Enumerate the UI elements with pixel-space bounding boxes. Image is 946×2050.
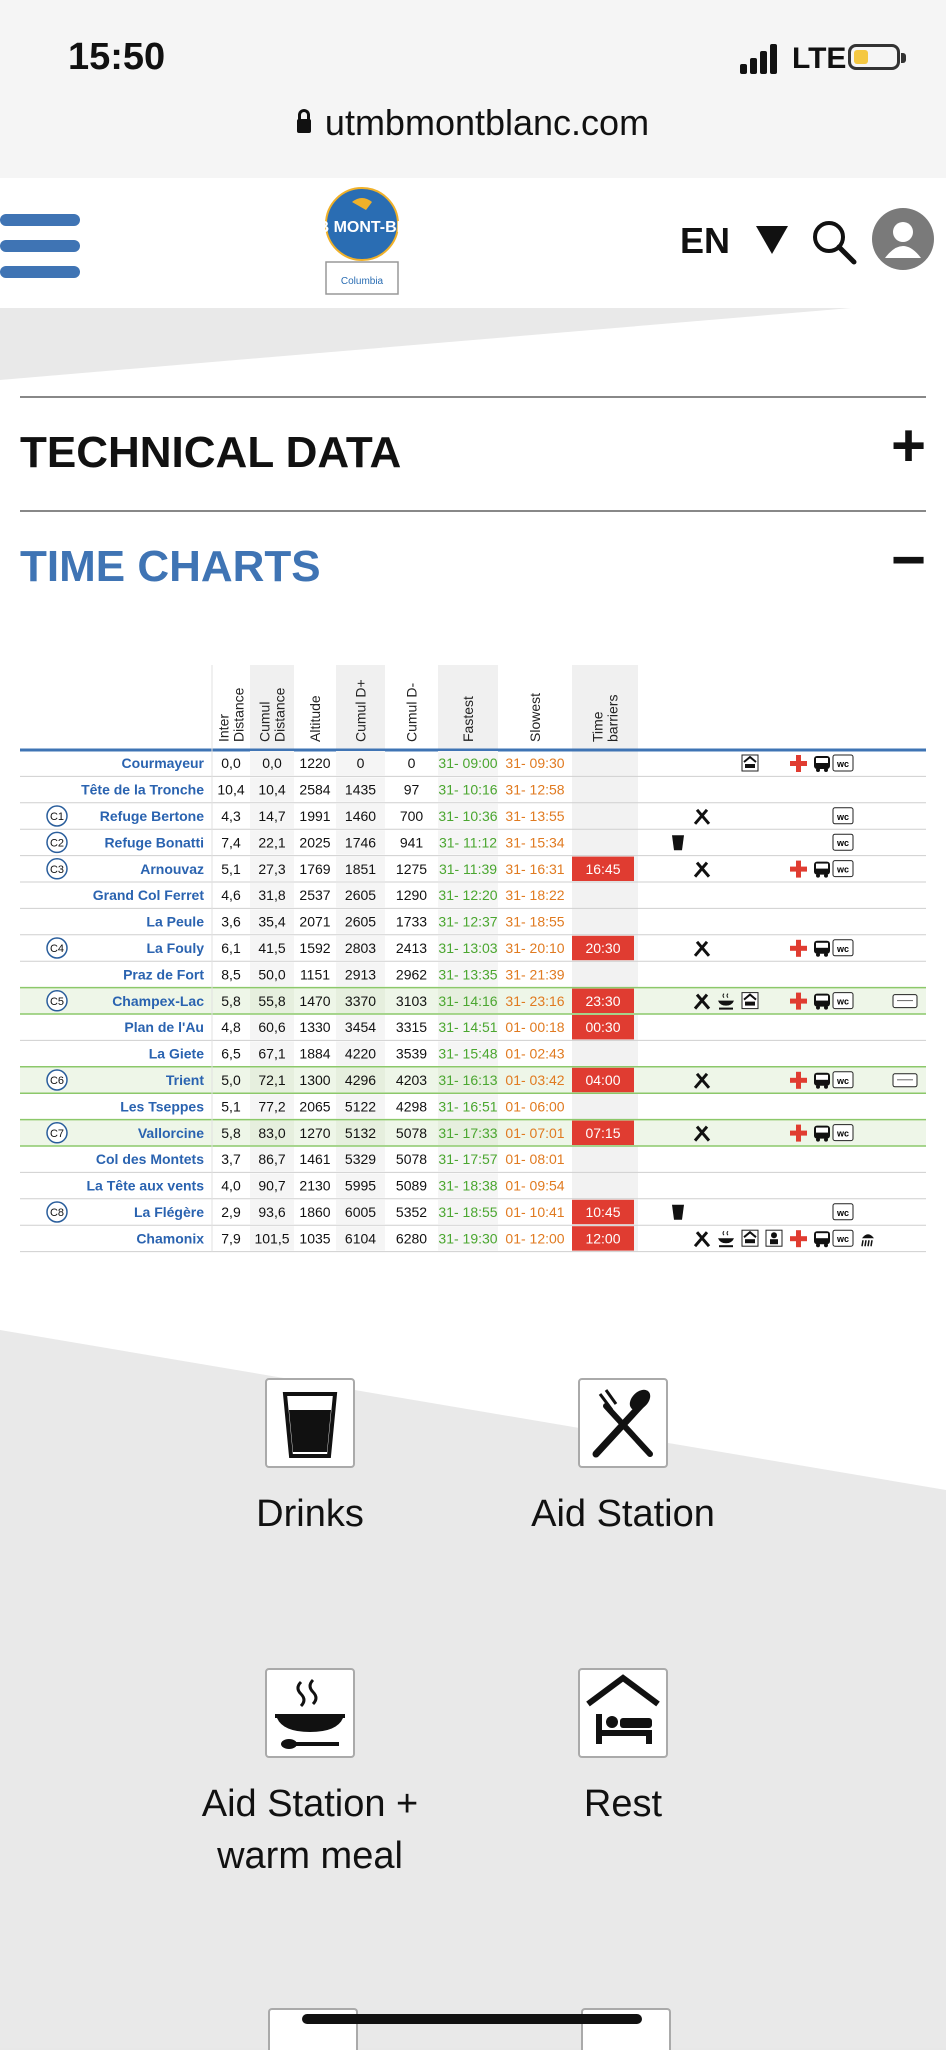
cell-value: 5,8 — [221, 992, 241, 1009]
cell-value: 67,1 — [258, 1045, 286, 1062]
slowest-time: 31- 18:22 — [505, 887, 565, 904]
slowest-time: 31- 15:34 — [505, 834, 565, 851]
address-bar[interactable] — [0, 102, 946, 144]
search-icon[interactable] — [810, 218, 858, 266]
time-barrier: 23:30 — [585, 992, 621, 1009]
time-barrier: 10:45 — [585, 1204, 621, 1220]
svg-text:wc: wc — [836, 943, 850, 954]
slowest-time: 31- 12:58 — [505, 781, 565, 798]
cell-value: 1330 — [299, 1019, 331, 1036]
cell-value: 2,9 — [221, 1204, 241, 1220]
svg-text:barriers: barriers — [604, 694, 621, 742]
checkpoint-name: Trient — [165, 1072, 204, 1088]
fastest-time: 31- 11:12 — [438, 834, 498, 851]
slowest-time: 01- 02:43 — [505, 1045, 565, 1062]
home-indicator[interactable] — [302, 2014, 642, 2024]
slowest-time: 01- 07:01 — [505, 1124, 565, 1141]
checkpoint-badge: C7 — [49, 1127, 65, 1140]
checkpoint-badge: C4 — [49, 943, 65, 955]
table-row — [20, 857, 926, 882]
cell-value: 31,8 — [258, 887, 286, 904]
aid-icon — [695, 863, 709, 877]
cell-value: 5,1 — [221, 860, 241, 877]
cell-value: 55,8 — [258, 992, 286, 1009]
column-header — [460, 696, 476, 742]
svg-text:wc: wc — [836, 1128, 850, 1139]
table-row — [20, 751, 926, 776]
column-header — [216, 687, 247, 742]
wc-icon — [833, 1072, 853, 1088]
wc-icon — [833, 755, 853, 771]
checkpoint-name: Champex-Lac — [112, 992, 204, 1009]
checkpoint-name: Vallorcine — [137, 1124, 204, 1141]
cell-value: 1220 — [299, 755, 331, 772]
wc-icon — [833, 940, 853, 956]
cell-value: 7,4 — [221, 834, 241, 851]
table-row — [20, 1015, 926, 1040]
fastest-time: 31- 11:39 — [438, 860, 498, 877]
cell-value: 97 — [403, 781, 420, 798]
cell-value: 4,0 — [221, 1177, 241, 1194]
checkpoint-name: La Giete — [148, 1045, 204, 1062]
cell-value: 5,0 — [221, 1072, 241, 1088]
legend-warm-meal — [160, 1668, 460, 1882]
svg-text:Distance: Distance — [271, 687, 288, 742]
checkpoint-badge: C5 — [49, 995, 65, 1008]
fastest-time: 31- 16:13 — [438, 1072, 498, 1088]
cell-value: 1860 — [299, 1204, 331, 1220]
fastest-time: 31- 19:30 — [438, 1230, 498, 1247]
first-aid-icon — [790, 861, 807, 878]
wc-icon — [833, 834, 853, 850]
time-chart-svg — [20, 665, 926, 1255]
table-row — [20, 1041, 926, 1066]
cell-value: 10,4 — [217, 781, 245, 798]
checkpoint-name: La Peule — [146, 913, 204, 930]
cell-value: 0 — [356, 755, 365, 772]
slowest-time: 31- 16:31 — [505, 860, 565, 877]
checkpoint-name: Col des Montets — [95, 1151, 204, 1168]
svg-text:Time: Time — [589, 711, 606, 742]
svg-text:wc: wc — [836, 811, 850, 822]
cell-value: 86,7 — [258, 1151, 286, 1168]
svg-text:Distance: Distance — [230, 687, 247, 742]
cell-value: 4298 — [395, 1098, 428, 1115]
logo-text: UTMB MONT-BLANC — [282, 219, 442, 236]
svg-text:wc: wc — [836, 1234, 850, 1245]
slowest-time: 01- 00:18 — [505, 1019, 565, 1036]
fastest-time: 31- 09:00 — [438, 755, 498, 772]
time-charts-section[interactable] — [20, 510, 926, 624]
slowest-time: 01- 12:00 — [505, 1230, 565, 1247]
checkpoint-name: Praz de Fort — [123, 966, 204, 983]
bus-icon — [814, 756, 830, 772]
cell-value: 2065 — [299, 1098, 331, 1115]
cell-value: 2025 — [299, 834, 331, 851]
fastest-time: 31- 18:38 — [438, 1177, 498, 1194]
fastest-time: 31- 10:36 — [438, 808, 498, 824]
cell-value: 2413 — [395, 940, 428, 956]
cell-value: 1461 — [299, 1151, 331, 1168]
cell-value: 3103 — [395, 992, 428, 1009]
fastest-time: 31- 16:51 — [438, 1098, 498, 1115]
aid-station-icon — [578, 1378, 668, 1468]
drink-icon — [672, 1205, 684, 1220]
legend-drinks — [160, 1378, 460, 1540]
cell-value: 5,1 — [221, 1098, 241, 1115]
fastest-time: 31- 17:33 — [438, 1124, 498, 1141]
table-row — [20, 1120, 926, 1146]
legend-label: Rest — [583, 1783, 663, 1825]
time-barrier: 12:00 — [585, 1230, 621, 1247]
section-title: TIME CHARTS — [20, 542, 321, 591]
slowest-time: 31- 09:30 — [505, 755, 565, 772]
slowest-time: 01- 03:42 — [505, 1072, 565, 1088]
lock-icon — [297, 119, 311, 133]
cell-value: 6280 — [395, 1230, 428, 1247]
checkpoint-badge: C2 — [49, 837, 65, 850]
section-title: TECHNICAL DATA — [20, 428, 402, 477]
cell-value: 22,1 — [258, 834, 286, 851]
cell-value: 2962 — [395, 966, 428, 983]
utmb-logo[interactable] — [282, 188, 442, 296]
cell-value: 6104 — [344, 1230, 377, 1247]
time-chart-table — [20, 665, 926, 1255]
checkpoint-badge: C8 — [49, 1207, 65, 1219]
svg-text:Cumul D+: Cumul D+ — [352, 679, 369, 742]
fastest-time: 31- 12:37 — [438, 913, 498, 930]
legend-rest — [473, 1668, 773, 1830]
cell-value: 77,2 — [258, 1098, 286, 1115]
cell-value: 0,0 — [221, 755, 241, 772]
wc-icon — [833, 1230, 853, 1246]
svg-text:wc: wc — [836, 1075, 850, 1086]
rest-icon — [742, 993, 758, 1009]
table-row — [20, 962, 926, 987]
checkpoint-name: Arnouvaz — [140, 860, 204, 877]
logo-sponsor: Columbia — [340, 276, 384, 287]
cell-value: 5352 — [395, 1204, 428, 1220]
cell-value: 1769 — [299, 860, 331, 877]
checkpoint-name: Tête de la Tronche — [81, 781, 204, 798]
cell-value: 2584 — [299, 781, 331, 798]
cell-value: 3454 — [344, 1019, 377, 1036]
drink-icon — [672, 835, 684, 850]
cell-value: 1592 — [299, 940, 331, 956]
cell-value: 1470 — [299, 992, 331, 1009]
checkpoint-name: La Fouly — [146, 940, 204, 956]
fastest-time: 31- 14:51 — [438, 1019, 498, 1036]
checkpoint-name: Courmayeur — [121, 755, 204, 772]
cell-value: 2913 — [344, 966, 377, 983]
table-row — [20, 804, 926, 829]
svg-text:Inter: Inter — [215, 713, 232, 742]
time-barrier: 20:30 — [585, 940, 621, 956]
cell-value: 1435 — [344, 781, 377, 798]
cell-value: 3539 — [395, 1045, 428, 1062]
cell-value: 700 — [399, 808, 424, 824]
cell-value: 1991 — [299, 808, 331, 824]
cell-value: 1275 — [395, 860, 428, 877]
cell-value: 5089 — [395, 1177, 428, 1194]
menu-icon[interactable] — [0, 210, 82, 282]
fastest-time: 31- 17:57 — [438, 1151, 498, 1168]
cell-value: 101,5 — [254, 1230, 290, 1247]
aid-icon — [695, 942, 709, 956]
table-row — [20, 883, 926, 908]
checkpoint-name: Chamonix — [136, 1230, 204, 1247]
cell-value: 4203 — [395, 1072, 428, 1088]
cell-value: 4,8 — [221, 1019, 241, 1036]
cell-value: 2130 — [299, 1177, 331, 1194]
cell-value: 83,0 — [258, 1124, 286, 1141]
cell-value: 60,6 — [258, 1019, 286, 1036]
fastest-time: 31- 13:35 — [438, 966, 498, 983]
checkpoint-badge: C3 — [49, 863, 65, 876]
cell-value: 0 — [407, 755, 416, 772]
cellular-signal-icon — [740, 44, 780, 74]
bag-icon — [893, 1074, 917, 1087]
aid-icon — [695, 810, 709, 824]
cell-value: 14,7 — [258, 808, 286, 824]
expand-icon[interactable]: + — [890, 412, 926, 479]
cell-value: 6,1 — [221, 940, 241, 956]
cell-value: 3,6 — [221, 913, 241, 930]
column-header — [307, 695, 323, 742]
wc-icon — [833, 808, 853, 824]
slowest-time: 31- 23:16 — [505, 992, 565, 1009]
wc-icon — [833, 861, 853, 877]
slowest-time: 01- 09:54 — [505, 1177, 565, 1194]
meal-icon — [718, 1231, 734, 1246]
cell-value: 90,7 — [258, 1177, 286, 1194]
cell-value: 4220 — [344, 1045, 377, 1062]
cell-value: 1884 — [299, 1045, 331, 1062]
table-row — [20, 830, 926, 855]
checkpoint-name: Grand Col Ferret — [92, 887, 204, 904]
time-barrier: 04:00 — [585, 1072, 621, 1088]
cell-value: 1270 — [299, 1124, 331, 1141]
cell-value: 10,4 — [258, 781, 286, 798]
bus-icon — [814, 1231, 830, 1247]
cell-value: 7,9 — [221, 1230, 241, 1247]
user-icon — [872, 208, 934, 270]
wc-icon — [833, 1125, 853, 1141]
slowest-time: 01- 08:01 — [505, 1151, 565, 1168]
table-row — [20, 909, 926, 934]
checkpoint-name: Plan de l'Au — [124, 1019, 204, 1036]
slowest-time: 31- 18:55 — [505, 913, 565, 930]
cell-value: 5,8 — [221, 1124, 241, 1141]
rest-icon — [742, 755, 758, 771]
svg-text:Fastest: Fastest — [460, 696, 476, 742]
svg-text:wc: wc — [836, 996, 850, 1007]
bus-icon — [814, 941, 830, 957]
slowest-time: 01- 06:00 — [505, 1098, 565, 1115]
fastest-time: 31- 10:16 — [438, 781, 498, 798]
cell-value: 4,6 — [221, 887, 241, 904]
fastest-time: 31- 18:55 — [438, 1204, 498, 1220]
time-barrier: 00:30 — [585, 1019, 621, 1036]
checkpoint-name: Les Tseppes — [120, 1098, 204, 1115]
checkpoint-name: Refuge Bonatti — [104, 834, 204, 851]
table-row — [20, 1200, 926, 1225]
cell-value: 1460 — [344, 808, 377, 824]
table-row — [20, 1226, 926, 1251]
svg-text:Slowest: Slowest — [527, 692, 543, 742]
cell-value: 4296 — [344, 1072, 377, 1088]
fastest-time: 31- 15:48 — [438, 1045, 498, 1062]
site-header — [0, 178, 946, 308]
cell-value: 2803 — [344, 940, 377, 956]
cell-value: 1851 — [344, 860, 377, 877]
time-barrier: 07:15 — [585, 1124, 621, 1141]
cell-value: 5122 — [344, 1098, 377, 1115]
table-row — [20, 1094, 926, 1119]
column-header — [404, 683, 420, 742]
cell-value: 1746 — [344, 834, 377, 851]
warm-meal-icon — [265, 1668, 355, 1758]
first-aid-icon — [790, 1230, 807, 1247]
status-bar — [0, 0, 946, 179]
time-barrier: 16:45 — [585, 860, 621, 877]
cell-value: 50,0 — [258, 966, 286, 983]
cell-value: 1290 — [395, 887, 428, 904]
cell-value: 6,5 — [221, 1045, 241, 1062]
table-row — [20, 1147, 926, 1172]
table-row — [20, 936, 926, 961]
cell-value: 5132 — [344, 1124, 377, 1141]
table-row — [20, 1067, 926, 1093]
cell-value: 1733 — [395, 913, 428, 930]
cell-value: 5329 — [344, 1151, 377, 1168]
cell-value: 0,0 — [262, 755, 282, 772]
column-header — [353, 679, 369, 742]
legend-aid-station — [473, 1378, 773, 1540]
legend-label: Aid Station — [531, 1493, 715, 1535]
slowest-time: 01- 10:41 — [505, 1204, 565, 1220]
cell-value: 941 — [399, 834, 424, 851]
user-avatar[interactable] — [872, 208, 934, 270]
bus-icon — [814, 862, 830, 878]
checkpoint-name: La Flégère — [133, 1204, 204, 1220]
drinks-icon — [265, 1378, 355, 1468]
svg-text:wc: wc — [836, 864, 850, 875]
rest-icon — [578, 1668, 668, 1758]
technical-data-section[interactable] — [20, 396, 926, 510]
table-row — [20, 777, 926, 802]
column-header — [527, 693, 543, 742]
cell-value: 4,3 — [221, 808, 241, 824]
svg-text:wc: wc — [836, 838, 850, 849]
cell-value: 5078 — [395, 1151, 428, 1168]
svg-text:Cumul: Cumul — [256, 701, 273, 742]
cell-value: 93,6 — [258, 1204, 286, 1220]
cell-value: 35,4 — [258, 913, 286, 930]
slowest-time: 31- 20:10 — [505, 940, 565, 956]
wc-icon — [833, 993, 853, 1009]
chevron-down-icon[interactable] — [756, 226, 788, 254]
wc-icon — [833, 1204, 853, 1220]
checkpoint-name: Refuge Bertone — [99, 808, 204, 824]
cell-value: 2537 — [299, 887, 331, 904]
first-aid-icon — [790, 755, 807, 772]
rest2-icon — [766, 1230, 782, 1246]
slowest-time: 31- 13:55 — [505, 808, 565, 824]
svg-text:Cumul D-: Cumul D- — [403, 682, 420, 742]
legend-label: Drinks — [256, 1493, 364, 1535]
cell-value: 3315 — [395, 1019, 428, 1036]
cell-value: 6005 — [344, 1204, 377, 1220]
url-text: utmbmontblanc.com — [324, 102, 650, 143]
cell-value: 5078 — [395, 1124, 428, 1141]
svg-text:wc: wc — [836, 759, 850, 769]
fastest-time: 31- 14:16 — [438, 992, 498, 1009]
shower-icon — [862, 1234, 874, 1246]
cell-value: 2605 — [344, 887, 377, 904]
cell-value: 8,5 — [221, 966, 241, 983]
network-type: LTE — [792, 42, 847, 75]
cell-value: 27,3 — [258, 860, 286, 877]
table-row — [20, 988, 926, 1014]
first-aid-icon — [790, 940, 807, 957]
legend-label: Aid Station + warm meal — [201, 1783, 419, 1877]
collapse-icon[interactable]: − — [890, 526, 926, 593]
bag-icon — [893, 995, 917, 1008]
table-row — [20, 1173, 926, 1198]
svg-text:wc: wc — [836, 1207, 850, 1218]
cell-value: 3,7 — [221, 1151, 241, 1168]
checkpoint-name: La Tête aux vents — [86, 1177, 204, 1194]
fastest-time: 31- 13:03 — [438, 940, 498, 956]
cell-value: 2605 — [344, 913, 377, 930]
cell-value: 41,5 — [258, 940, 286, 956]
cell-value: 3370 — [344, 992, 377, 1009]
fastest-time: 31- 12:20 — [438, 887, 498, 904]
cell-value: 2071 — [299, 913, 331, 930]
slowest-time: 31- 21:39 — [505, 966, 565, 983]
cell-value: 72,1 — [258, 1072, 286, 1088]
checkpoint-badge: C1 — [49, 811, 65, 823]
svg-text:Altitude: Altitude — [307, 695, 323, 742]
cell-value: 1151 — [299, 966, 331, 983]
checkpoint-badge: C6 — [49, 1075, 65, 1087]
language-selector[interactable]: EN — [680, 220, 731, 261]
cell-value: 1035 — [299, 1230, 331, 1247]
rest-icon — [742, 1230, 758, 1246]
cell-value: 5995 — [344, 1177, 377, 1194]
status-time: 15:50 — [68, 36, 166, 78]
aid-icon — [695, 1232, 709, 1246]
cell-value: 1300 — [299, 1072, 331, 1088]
battery-icon — [848, 44, 900, 70]
